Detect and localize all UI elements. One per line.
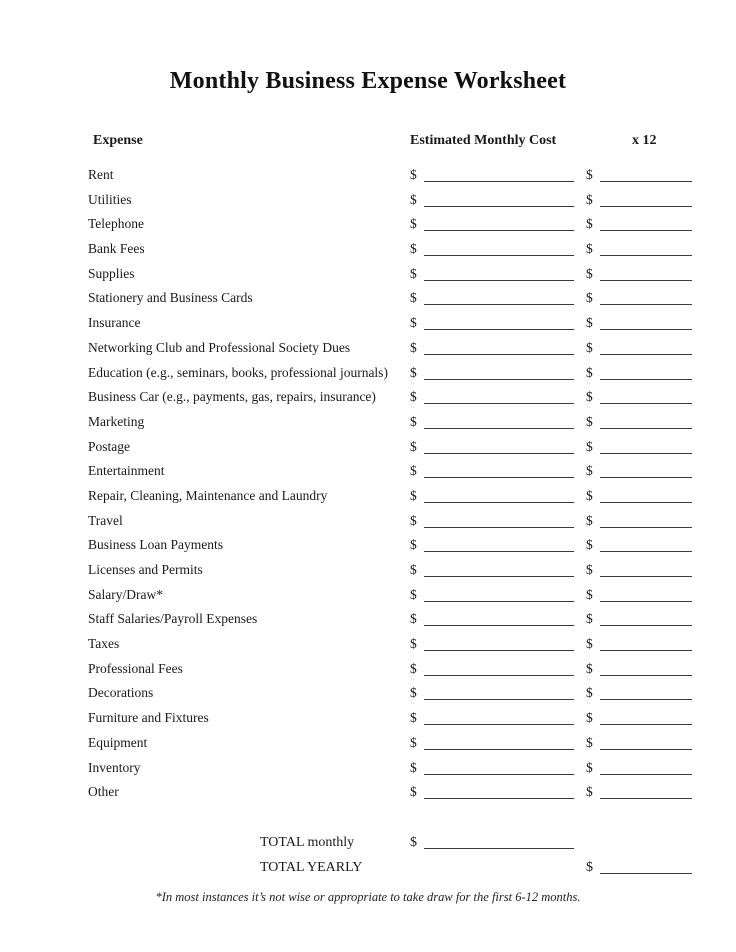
expense-rows [0, 163, 736, 805]
monthly-amount-blank [424, 688, 574, 700]
yearly-amount-blank [600, 614, 692, 626]
dollar-sign: $ [586, 265, 593, 281]
yearly-cost-field [586, 237, 692, 262]
dollar-sign: $ [410, 685, 417, 701]
dollar-sign: $ [410, 241, 417, 257]
yearly-cost-field [586, 657, 692, 682]
monthly-amount-blank [424, 639, 574, 651]
dollar-sign: $ [586, 660, 593, 676]
dollar-sign: $ [410, 487, 417, 503]
monthly-cost-field [410, 756, 574, 781]
dollar-sign: $ [586, 784, 593, 800]
expense-row [0, 262, 736, 287]
expense-row [0, 212, 736, 237]
dollar-sign: $ [410, 315, 417, 331]
monthly-cost-field [410, 361, 574, 386]
monthly-amount-blank [424, 441, 574, 453]
yearly-amount-blank [600, 170, 692, 182]
expense-label: Bank Fees [88, 241, 145, 257]
monthly-cost-field [410, 533, 574, 558]
monthly-amount-blank [424, 589, 574, 601]
monthly-cost-field [410, 657, 574, 682]
yearly-cost-field [586, 212, 692, 237]
monthly-amount-blank [424, 392, 574, 404]
yearly-cost-field [586, 558, 692, 583]
dollar-sign: $ [586, 487, 593, 503]
yearly-amount-blank [600, 713, 692, 725]
yearly-amount-blank [600, 540, 692, 552]
monthly-cost-field [410, 188, 574, 213]
dollar-sign: $ [586, 710, 593, 726]
total-yearly-amount-blank [600, 861, 692, 874]
expense-label: Business Car (e.g., payments, gas, repairs, insurance) [88, 389, 376, 405]
dollar-sign: $ [410, 438, 417, 454]
yearly-cost-field [586, 681, 692, 706]
column-headers [0, 133, 736, 155]
expense-row [0, 163, 736, 188]
yearly-amount-blank [600, 762, 692, 774]
expense-label: Staff Salaries/Payroll Expenses [88, 611, 258, 627]
yearly-cost-field [586, 262, 692, 287]
dollar-sign: $ [586, 216, 593, 232]
expense-label: Postage [88, 438, 130, 454]
dollar-sign: $ [410, 216, 417, 232]
yearly-cost-field [586, 459, 692, 484]
dollar-sign: $ [586, 562, 593, 577]
monthly-amount-blank [424, 787, 574, 799]
monthly-cost-field [410, 509, 574, 534]
dollar-sign: $ [586, 290, 593, 306]
expense-row [0, 286, 736, 311]
monthly-amount-blank [424, 540, 574, 552]
monthly-amount-blank [424, 268, 574, 280]
monthly-cost-field [410, 731, 574, 756]
expense-row [0, 336, 736, 361]
dollar-sign: $ [586, 611, 593, 627]
dollar-sign: $ [586, 364, 593, 380]
yearly-cost-field [586, 385, 692, 410]
yearly-cost-field [586, 484, 692, 509]
footnote: *In most instances it’s not wise or appropriate to take draw for the first 6-12 months. [155, 890, 581, 904]
dollar-sign: $ [410, 512, 417, 528]
expense-row [0, 435, 736, 460]
dollar-sign: $ [586, 759, 593, 775]
total-monthly-amount-blank [424, 836, 574, 849]
monthly-cost-field [410, 262, 574, 287]
yearly-cost-field [586, 533, 692, 558]
expense-label: Decorations [88, 685, 154, 701]
dollar-sign: $ [586, 512, 593, 528]
expense-label: Telephone [88, 216, 145, 232]
yearly-amount-blank [600, 416, 692, 428]
expense-row [0, 756, 736, 781]
yearly-amount-blank [600, 565, 692, 577]
monthly-amount-blank [424, 614, 574, 626]
dollar-sign: $ [586, 685, 593, 701]
dollar-sign: $ [410, 636, 417, 652]
dollar-sign: $ [410, 339, 417, 355]
expense-label: Marketing [88, 413, 145, 429]
expense-label: Stationery and Business Cards [88, 290, 253, 306]
yearly-amount-blank [600, 466, 692, 478]
yearly-cost-field [586, 583, 692, 608]
yearly-amount-blank [600, 787, 692, 799]
monthly-amount-blank [424, 342, 574, 354]
dollar-sign: $ [586, 167, 593, 182]
expense-label: Entertainment [88, 463, 165, 479]
yearly-amount-blank [600, 392, 692, 404]
yearly-cost-field [586, 706, 692, 731]
monthly-cost-field [410, 607, 574, 632]
yearly-amount-blank [600, 688, 692, 700]
total-yearly-field [586, 855, 692, 880]
dollar-sign: $ [410, 463, 417, 479]
monthly-cost-field [410, 558, 574, 583]
dollar-sign: $ [410, 413, 417, 429]
expense-row [0, 361, 736, 386]
expense-label: Travel [88, 512, 123, 528]
expense-row [0, 237, 736, 262]
dollar-sign: $ [410, 660, 417, 676]
expense-row [0, 509, 736, 534]
expense-row [0, 583, 736, 608]
expense-row [0, 681, 736, 706]
dollar-sign: $ [586, 191, 593, 207]
monthly-cost-field [410, 780, 574, 805]
yearly-amount-blank [600, 589, 692, 601]
expense-label: Taxes [88, 636, 120, 652]
expense-row [0, 188, 736, 213]
total-yearly-label: TOTAL YEARLY [260, 860, 363, 875]
monthly-cost-field [410, 706, 574, 731]
monthly-cost-field [410, 632, 574, 657]
expense-row [0, 385, 736, 410]
monthly-amount-blank [424, 194, 574, 206]
dollar-sign: $ [586, 586, 593, 602]
monthly-amount-blank [424, 515, 574, 527]
dollar-sign: $ [410, 734, 417, 750]
expense-label: Licenses and Permits [88, 562, 203, 577]
yearly-amount-blank [600, 737, 692, 749]
dollar-sign: $ [410, 167, 417, 182]
dollar-sign: $ [410, 364, 417, 380]
column-header-x12: x 12 [632, 133, 657, 148]
monthly-cost-field [410, 435, 574, 460]
dollar-sign: $ [586, 636, 593, 652]
dollar-sign: $ [586, 438, 593, 454]
monthly-amount-blank [424, 416, 574, 428]
expense-label: Repair, Cleaning, Maintenance and Laundry [88, 487, 328, 503]
dollar-sign: $ [410, 586, 417, 602]
yearly-cost-field [586, 632, 692, 657]
monthly-amount-blank [424, 466, 574, 478]
yearly-amount-blank [600, 342, 692, 354]
dollar-sign: $ [410, 389, 417, 405]
expense-row [0, 657, 736, 682]
monthly-cost-field [410, 311, 574, 336]
expense-label: Supplies [88, 265, 135, 281]
yearly-amount-blank [600, 318, 692, 330]
yearly-amount-blank [600, 367, 692, 379]
total-monthly-row [0, 830, 736, 855]
dollar-sign: $ [410, 835, 417, 850]
yearly-amount-blank [600, 219, 692, 231]
dollar-sign: $ [410, 191, 417, 207]
expense-label: Rent [88, 167, 114, 182]
yearly-cost-field [586, 780, 692, 805]
expense-label: Other [88, 784, 119, 800]
yearly-cost-field [586, 163, 692, 188]
expense-row [0, 459, 736, 484]
monthly-amount-blank [424, 737, 574, 749]
expense-row [0, 632, 736, 657]
dollar-sign: $ [410, 537, 417, 553]
expense-label: Insurance [88, 315, 141, 331]
yearly-amount-blank [600, 490, 692, 502]
expense-label: Education (e.g., seminars, books, professional journals) [88, 364, 388, 380]
monthly-amount-blank [424, 490, 574, 502]
monthly-cost-field [410, 583, 574, 608]
dollar-sign: $ [410, 784, 417, 800]
page-title: Monthly Business Expense Worksheet [169, 68, 567, 94]
yearly-cost-field [586, 286, 692, 311]
expense-row [0, 484, 736, 509]
monthly-amount-blank [424, 663, 574, 675]
yearly-amount-blank [600, 441, 692, 453]
expense-label: Salary/Draw* [88, 586, 163, 602]
monthly-cost-field [410, 410, 574, 435]
monthly-amount-blank [424, 170, 574, 182]
expense-label: Equipment [88, 734, 148, 750]
total-monthly-field [410, 830, 574, 855]
monthly-amount-blank [424, 713, 574, 725]
yearly-cost-field [586, 336, 692, 361]
monthly-cost-field [410, 212, 574, 237]
expense-label: Networking Club and Professional Society Dues [88, 339, 351, 355]
dollar-sign: $ [586, 389, 593, 405]
expense-label: Professional Fees [88, 660, 183, 676]
dollar-sign: $ [410, 759, 417, 775]
monthly-cost-field [410, 163, 574, 188]
yearly-cost-field [586, 361, 692, 386]
total-monthly-label: TOTAL monthly [260, 835, 355, 850]
expense-row [0, 706, 736, 731]
monthly-amount-blank [424, 244, 574, 256]
expense-row [0, 607, 736, 632]
yearly-amount-blank [600, 515, 692, 527]
dollar-sign: $ [410, 265, 417, 281]
dollar-sign: $ [410, 710, 417, 726]
monthly-cost-field [410, 237, 574, 262]
dollar-sign: $ [410, 290, 417, 306]
yearly-amount-blank [600, 639, 692, 651]
dollar-sign: $ [586, 463, 593, 479]
monthly-cost-field [410, 484, 574, 509]
yearly-cost-field [586, 607, 692, 632]
yearly-cost-field [586, 188, 692, 213]
column-header-estimated-monthly-cost: Estimated Monthly Cost [410, 133, 557, 148]
monthly-cost-field [410, 336, 574, 361]
yearly-amount-blank [600, 268, 692, 280]
yearly-amount-blank [600, 663, 692, 675]
monthly-cost-field [410, 385, 574, 410]
yearly-amount-blank [600, 293, 692, 305]
yearly-amount-blank [600, 194, 692, 206]
monthly-cost-field [410, 286, 574, 311]
monthly-amount-blank [424, 565, 574, 577]
yearly-cost-field [586, 435, 692, 460]
expense-row [0, 311, 736, 336]
monthly-amount-blank [424, 293, 574, 305]
dollar-sign: $ [586, 339, 593, 355]
expense-label: Business Loan Payments [88, 537, 223, 553]
monthly-amount-blank [424, 219, 574, 231]
expense-row [0, 533, 736, 558]
yearly-amount-blank [600, 244, 692, 256]
expense-label: Furniture and Fixtures [88, 710, 209, 726]
expense-row [0, 410, 736, 435]
yearly-cost-field [586, 731, 692, 756]
dollar-sign: $ [586, 413, 593, 429]
expense-label: Utilities [88, 191, 132, 207]
dollar-sign: $ [410, 611, 417, 627]
dollar-sign: $ [586, 860, 593, 875]
expense-label: Inventory [88, 759, 141, 775]
monthly-cost-field [410, 459, 574, 484]
monthly-cost-field [410, 681, 574, 706]
expense-row [0, 780, 736, 805]
dollar-sign: $ [586, 537, 593, 553]
total-yearly-row [0, 855, 736, 880]
dollar-sign: $ [586, 241, 593, 257]
dollar-sign: $ [586, 315, 593, 331]
expense-row [0, 731, 736, 756]
monthly-amount-blank [424, 762, 574, 774]
column-header-expense: Expense [93, 133, 143, 148]
monthly-amount-blank [424, 367, 574, 379]
yearly-cost-field [586, 756, 692, 781]
monthly-amount-blank [424, 318, 574, 330]
dollar-sign: $ [410, 562, 417, 577]
yearly-cost-field [586, 311, 692, 336]
expense-row [0, 558, 736, 583]
totals-section [0, 830, 736, 880]
dollar-sign: $ [586, 734, 593, 750]
yearly-cost-field [586, 410, 692, 435]
yearly-cost-field [586, 509, 692, 534]
